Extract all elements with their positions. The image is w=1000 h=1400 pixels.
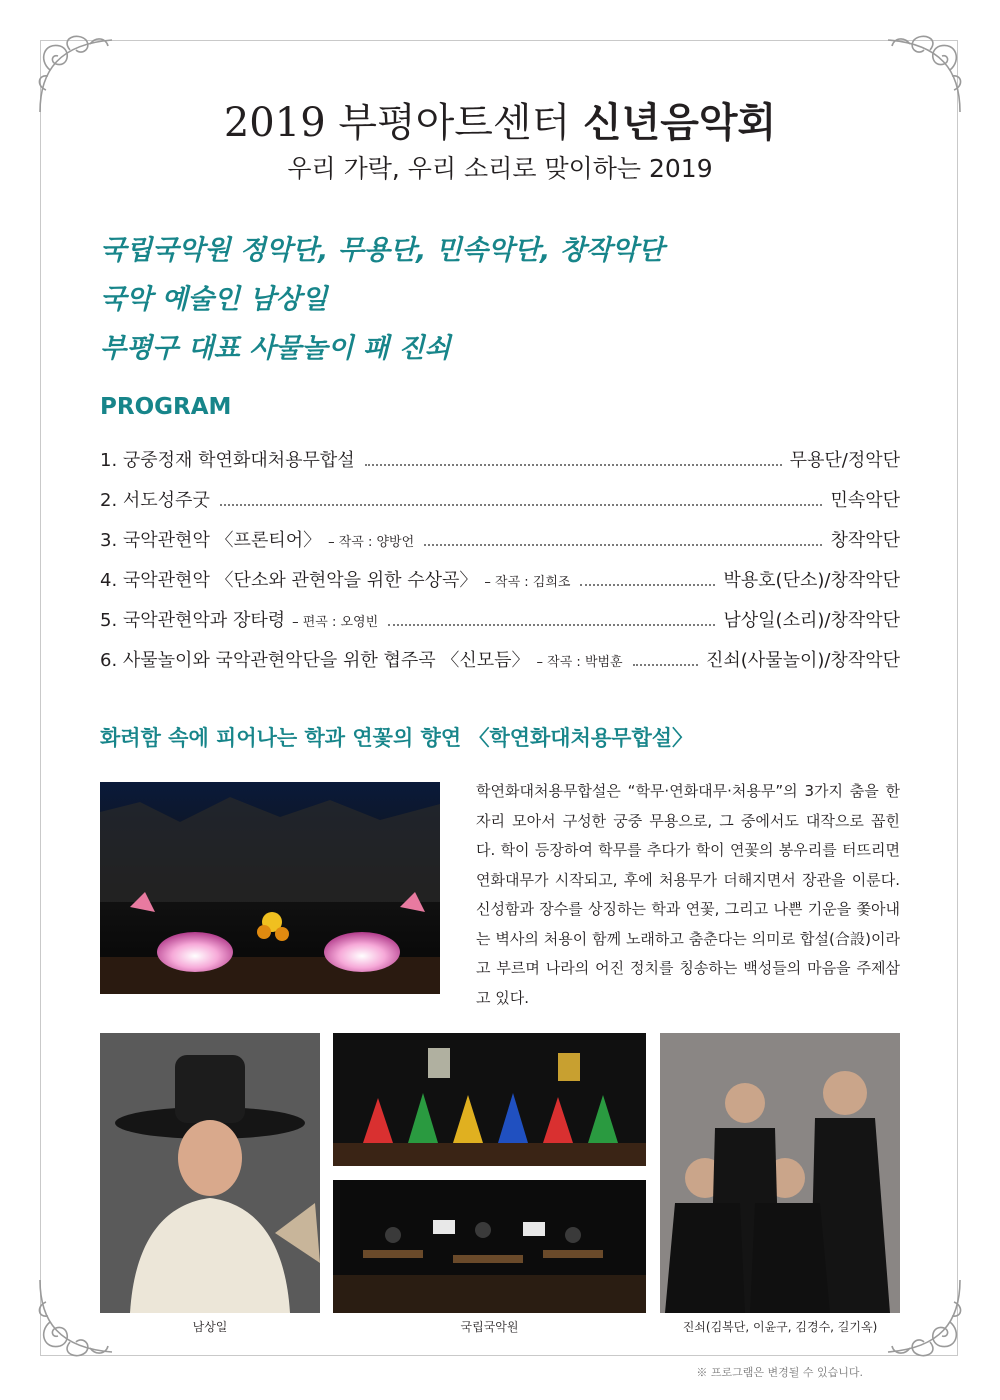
leader-dots <box>633 664 698 666</box>
program-item-performer: 민속악단 <box>830 490 900 511</box>
program-list <box>100 446 900 686</box>
leader-dots <box>388 624 715 626</box>
program-item-title: 3. 국악관현악 〈프론티어〉 <box>100 530 322 551</box>
jinsoe-group-photo <box>660 1033 900 1313</box>
title-prefix: 2019 부평아트센터 <box>223 100 571 146</box>
program-item-credit: – 작곡 : 김희조 <box>484 575 571 590</box>
program-item <box>100 606 900 646</box>
program-item-title: 4. 국악관현악 〈단소와 관현악을 위한 수상곡〉 <box>100 570 478 591</box>
leader-dots <box>580 584 715 586</box>
leader-dots <box>424 544 822 546</box>
program-item-title: 6. 사물놀이와 국악관현악단을 위한 협주곡 〈신모듬〉 <box>100 650 530 671</box>
program-item-performer: 남상일(소리)/창작악단 <box>723 610 900 631</box>
program-item-performer: 박용호(단소)/창작악단 <box>723 570 900 591</box>
program-item-title: 5. 국악관현악과 장타령 <box>100 610 286 631</box>
caption-gugak: 국립국악원 <box>460 1320 519 1334</box>
program-item-credit: – 작곡 : 박범훈 <box>536 655 623 670</box>
program-item <box>100 486 900 526</box>
performers-list <box>100 226 664 373</box>
program-item-title: 1. 궁중정재 학연화대처용무합설 <box>100 450 355 471</box>
footnote: ※ 프로그램은 변경될 수 있습니다. <box>696 1366 863 1379</box>
nam-sangil-photo <box>100 1033 320 1313</box>
orchestra-photo <box>333 1180 646 1313</box>
program-item <box>100 446 900 486</box>
performer-line: 국악 예술인 남상일 <box>100 284 328 315</box>
program-item <box>100 526 900 566</box>
program-item <box>100 566 900 606</box>
performer-line: 국립국악원 정악단, 무용단, 민속악단, 창작악단 <box>100 235 664 266</box>
program-heading: PROGRAM <box>100 394 232 420</box>
program-item-credit: – 편곡 : 오영빈 <box>292 615 379 630</box>
program-item-credit: – 작곡 : 양방언 <box>328 535 415 550</box>
page-subtitle: 우리 가락, 우리 소리로 맞이하는 2019 <box>287 154 713 183</box>
page-title <box>0 98 1000 148</box>
feature-heading: 화려함 속에 피어나는 학과 연꽃의 향연 〈학연화대처용무합설〉 <box>100 726 694 750</box>
program-item-performer: 진쇠(사물놀이)/창작악단 <box>706 650 900 671</box>
program-item-performer: 창작악단 <box>830 530 900 551</box>
caption-jinsoe: 진쇠(김복단, 이윤구, 김경수, 길기옥) <box>682 1320 878 1334</box>
performer-line: 부평구 대표 사물놀이 패 진쇠 <box>100 333 451 364</box>
leader-dots <box>365 464 782 466</box>
program-item-performer: 무용단/정악단 <box>789 450 900 471</box>
feature-description: 학연화대처용무합설은 “학무·연화대무·처용무”의 3가지 춤을 한 자리 모아서 구성한 궁중 무용으로, 그 중에서도 대작으로 꼽힌다. 학이 등장하여 학무를 추다가 학이 연꽃의 봉우리를 터뜨리면 연화대무가 시작되고, 후에 처용무가 더해지면서 장관을 이룬다. 신성함과 장수를 상징하는 학과 연꽃, 그리고 나쁜 기운을 쫓아내는 벽사의 처용이 함께 노래하고 춤춘다는 의미로 합설(合設)이라고 부르며 나라의 어진 정치를 칭송하는 백성들의 마음을 주제삼고 있다. <box>476 782 900 1007</box>
program-item <box>100 646 900 686</box>
program-item-title: 2. 서도성주굿 <box>100 490 210 511</box>
stage-performance-photo <box>100 782 440 994</box>
title-main: 신년음악회 <box>582 100 777 146</box>
court-dance-photo <box>333 1033 646 1166</box>
leader-dots <box>220 504 823 506</box>
caption-nam-sangil: 남상일 <box>192 1320 228 1334</box>
